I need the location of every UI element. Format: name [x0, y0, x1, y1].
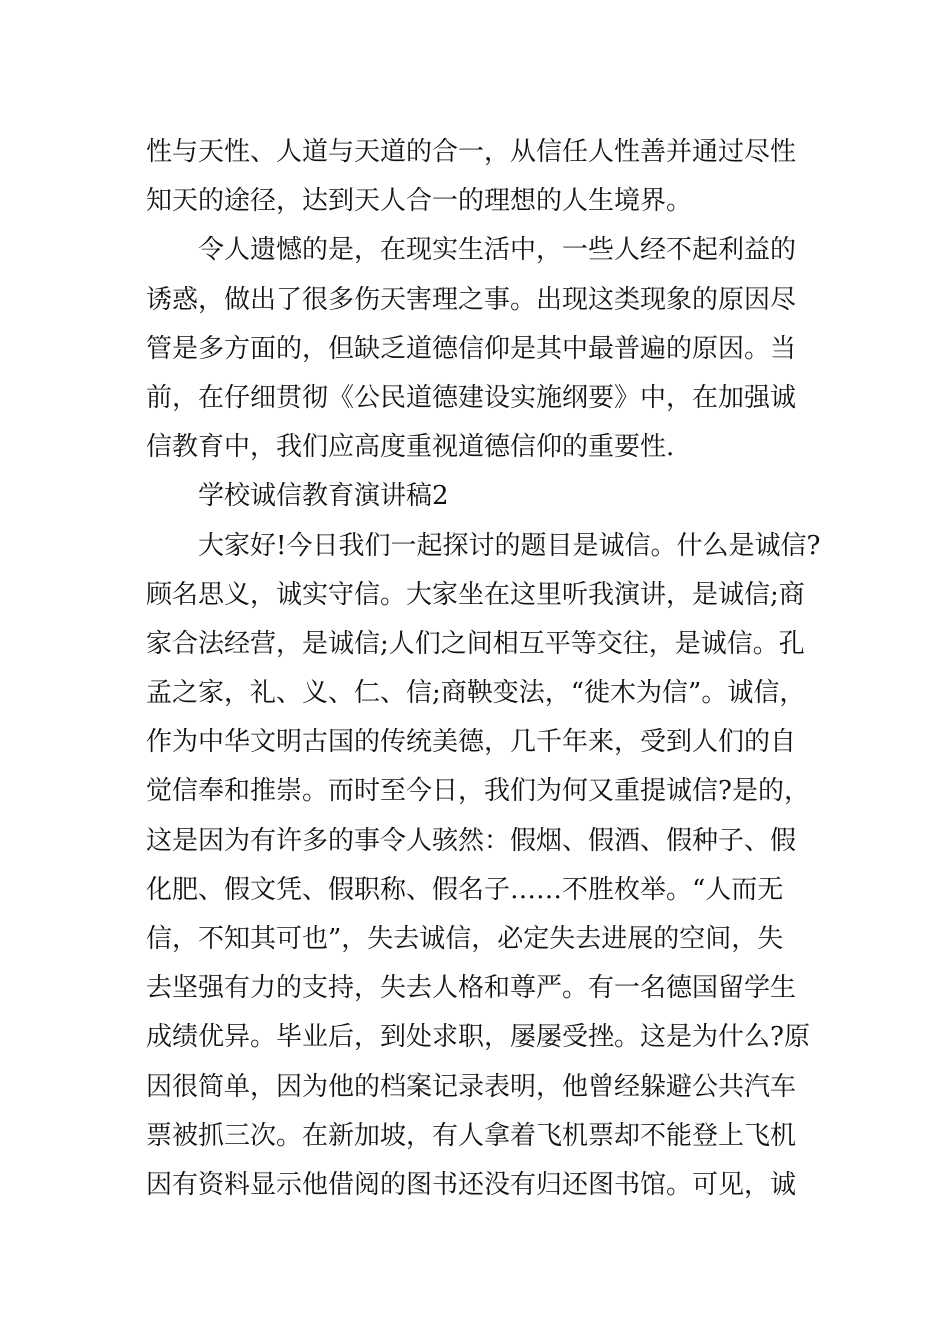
- text-line: 令人遗憾的是，在现实生活中，一些人经不起利益的: [198, 235, 797, 266]
- text-line: 学校诚信教育演讲稿2: [198, 481, 449, 512]
- text-line: 化肥、假文凭、假职称、假名子……不胜枚举。“人而无: [146, 874, 784, 905]
- text-line: 作为中华文明古国的传统美德，几千年来，受到人们的自: [146, 727, 797, 758]
- text-line: 票被抓三次。在新加坡，有人拿着飞机票却不能登上飞机: [146, 1120, 797, 1151]
- text-line: 觉信奉和推崇。而时至今日，我们为何又重提诚信?是的，: [146, 776, 810, 807]
- text-line: 管是多方面的，但缺乏道德信仰是其中最普遍的原因。当: [146, 333, 797, 364]
- text-line: 性与天性、人道与天道的合一，从信任人性善并通过尽性: [146, 137, 797, 167]
- text-line: 诱惑，做出了很多伤天害理之事。出现这类现象的原因尽: [146, 284, 797, 315]
- text-line: 大家好!今日我们一起探讨的题目是诚信。什么是诚信?: [198, 530, 821, 561]
- text-line: 成绩优异。毕业后，到处求职，屡屡受挫。这是为什么?原: [146, 1022, 810, 1053]
- text-line: 信，不知其可也”，失去诚信，必定失去进展的空间，失: [146, 924, 784, 954]
- text-line: 孟之家，礼、义、仁、信;商鞅变法，“徙木为信”。诚信，: [146, 678, 806, 709]
- text-line: 前，在仔细贯彻《公民道德建设实施纲要》中，在加强诚: [146, 382, 797, 413]
- text-line: 去坚强有力的支持，失去人格和尊严。有一名德国留学生: [146, 973, 797, 1004]
- text-line: 因很简单，因为他的档案记录表明，他曾经躲避公共汽车: [146, 1071, 797, 1102]
- text-line: 顾名思义，诚实守信。大家坐在这里听我演讲，是诚信;商: [146, 579, 805, 610]
- text-line: 知天的途径，达到天人合一的理想的人生境界。: [146, 186, 693, 217]
- text-line: 这是因为有许多的事令人骇然：假烟、假酒、假种子、假: [146, 825, 797, 856]
- text-line: 信教育中，我们应高度重视道德信仰的重要性.: [146, 432, 675, 463]
- text-line: 因有资料显示他借阅的图书还没有归还图书馆。可见，诚: [146, 1169, 797, 1200]
- text-line: 家合法经营，是诚信;人们之间相互平等交往，是诚信。孔: [146, 628, 805, 659]
- body-text: [146, 128, 836, 1210]
